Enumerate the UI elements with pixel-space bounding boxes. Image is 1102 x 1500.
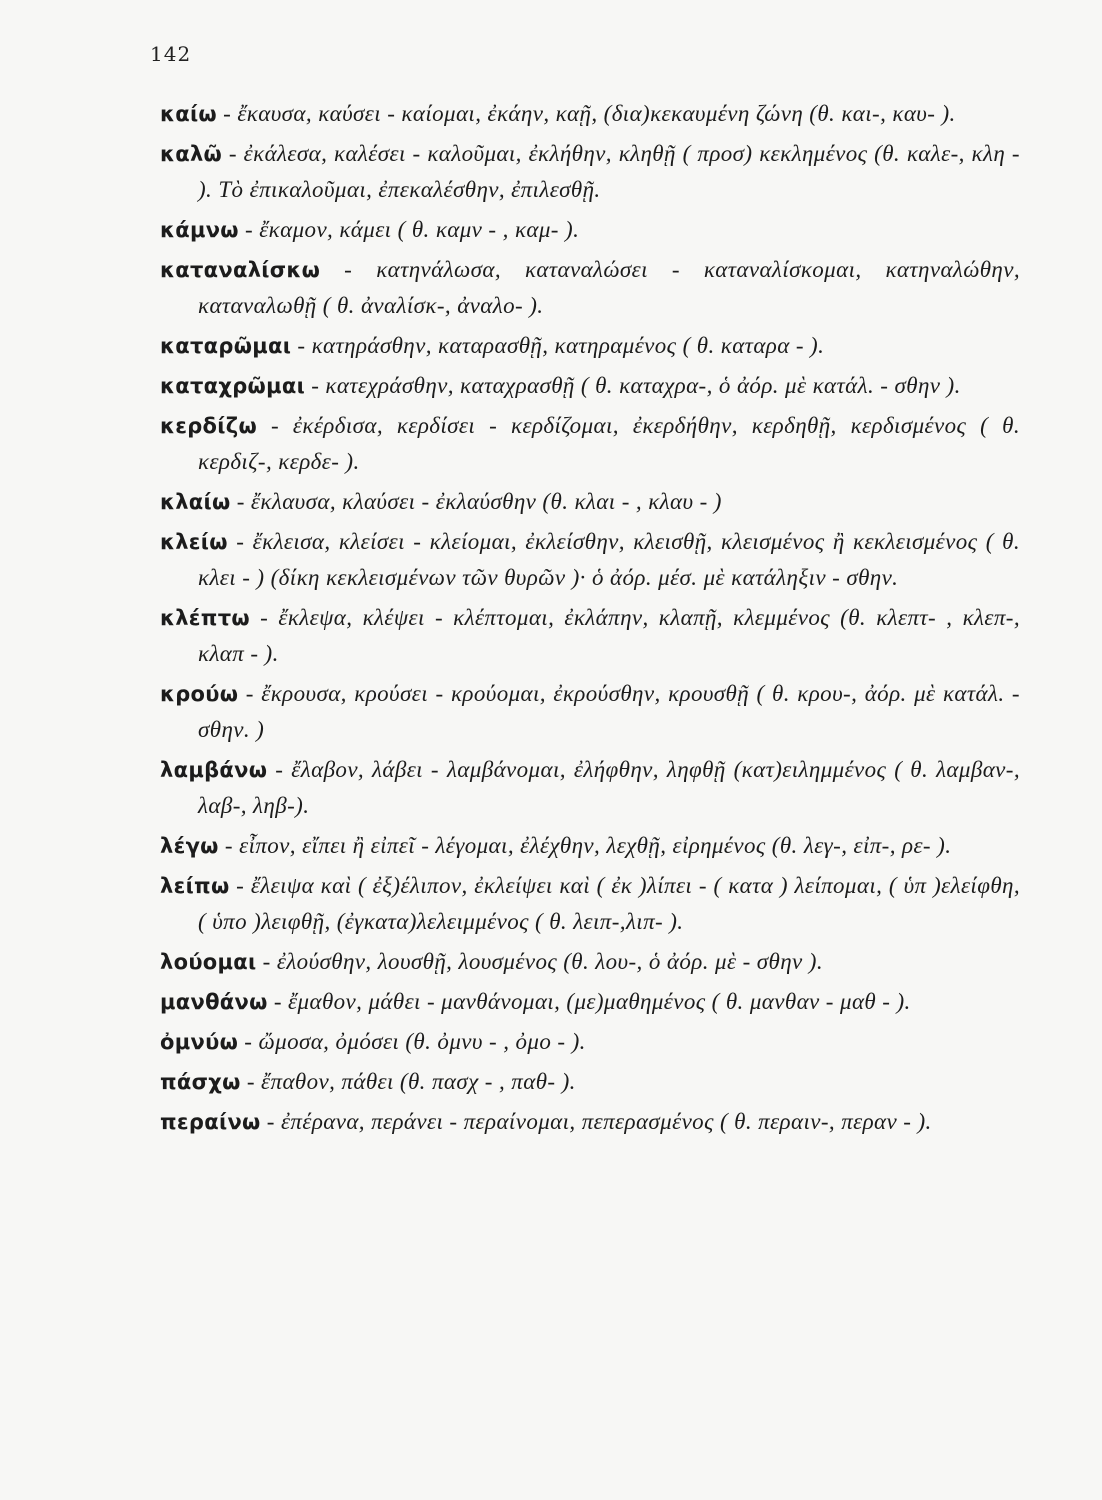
entry-headword: κλέπτω xyxy=(160,606,250,630)
entry-forms: - ἐκέρδισα, κερδίσει - κερδίζομαι, ἐκερδήθην, κερδηθῇ, κερδισμένος ( θ. κερδιζ-, κερδε- ). xyxy=(198,413,1020,474)
dictionary-entry xyxy=(160,944,1020,980)
dictionary-entry xyxy=(160,96,1020,132)
entry-headword: ὀμνύω xyxy=(160,1030,239,1054)
dictionary-entry xyxy=(160,524,1020,596)
page-number: 142 xyxy=(150,42,192,66)
entry-forms: - ἔκλεψα, κλέψει - κλέπτομαι, ἐκλάπην, κλαπῇ, κλεμμένος (θ. κλεπτ- , κλεπ-, κλαπ - ). xyxy=(198,605,1020,666)
dictionary-entry xyxy=(160,408,1020,480)
dictionary-entry xyxy=(160,676,1020,748)
dictionary-entry xyxy=(160,1104,1020,1140)
entry-forms: - ἔκλαυσα, κλαύσει - ἐκλαύσθην (θ. κλαι - , κλαυ - ) xyxy=(230,489,722,514)
entry-headword: πάσχω xyxy=(160,1070,241,1094)
entry-headword: καταρῶμαι xyxy=(160,334,292,358)
dictionary-entry xyxy=(160,600,1020,672)
dictionary-entry xyxy=(160,368,1020,404)
entry-headword: λαμβάνω xyxy=(160,758,268,782)
dictionary-entry xyxy=(160,828,1020,864)
dictionary-entry xyxy=(160,136,1020,208)
entry-forms: - κατηράσθην, καταρασθῇ, κατηραμένος ( θ. καταρα - ). xyxy=(291,333,825,358)
dictionary-entry xyxy=(160,752,1020,824)
entry-forms: - ἔκλεισα, κλείσει - κλείομαι, ἐκλείσθην, κλεισθῇ, κλεισμένος ἢ κεκλεισμένος ( θ. κλει - ) (δίκη κεκλεισμένων τῶν θυρῶν )· ὁ ἀόρ. μέσ. μὲ κατάληξιν - σθην. xyxy=(198,529,1020,590)
entry-headword: κάμνω xyxy=(160,218,239,242)
entry-headword: λέγω xyxy=(160,834,219,858)
entry-forms: - κατεχράσθην, καταχρασθῇ ( θ. καταχρα-, ὁ ἀόρ. μὲ κατάλ. - σθην ). xyxy=(305,373,961,398)
entry-forms: - εἶπον, εἴπει ἢ εἰπεῖ - λέγομαι, ἐλέχθην, λεχθῇ, εἰρημένος (θ. λεγ-, εἰπ-, ρε- ). xyxy=(218,833,952,858)
entry-headword: κλείω xyxy=(160,530,228,554)
entry-forms: - ἐλούσθην, λουσθῇ, λουσμένος (θ. λου-, ὁ ἀόρ. μὲ - σθην ). xyxy=(256,949,824,974)
entry-headword: κλαίω xyxy=(160,490,231,514)
entry-forms: - ἔκρουσα, κρούσει - κρούομαι, ἐκρούσθην, κρουσθῇ ( θ. κρου-, ἀόρ. μὲ κατάλ. - σθην. ) xyxy=(198,681,1020,742)
entry-forms: - ἔλειψα καὶ ( ἐξ)έλιπον, ἐκλείψει καὶ ( ἐκ )λίπει - ( κατα ) λείπομαι, ( ὑπ )ελείφθη, ( ὑπο )λειφθῇ, (ἐγκατα)λελειμμένος ( θ. λειπ-,λιπ- ). xyxy=(198,873,1020,934)
dictionary-entry xyxy=(160,328,1020,364)
entry-headword: λούομαι xyxy=(160,950,257,974)
entry-forms: - ὤμοσα, ὀμόσει (θ. ὀμνυ - , ὀμο - ). xyxy=(238,1029,586,1054)
entry-list xyxy=(160,96,1020,1144)
entry-headword: καταχρῶμαι xyxy=(160,374,306,398)
entry-forms: - ἔλαβον, λάβει - λαμβάνομαι, ἐλήφθην, ληφθῇ (κατ)ειλημμένος ( θ. λαμβαν-, λαβ-, ληβ-). xyxy=(198,757,1020,818)
entry-headword: περαίνω xyxy=(160,1110,261,1134)
dictionary-entry xyxy=(160,1024,1020,1060)
dictionary-entry xyxy=(160,984,1020,1020)
entry-forms: - ἔπαθον, πάθει (θ. πασχ - , παθ- ). xyxy=(240,1069,576,1094)
entry-headword: λείπω xyxy=(160,874,230,898)
dictionary-entry xyxy=(160,868,1020,940)
entry-headword: κρούω xyxy=(160,682,239,706)
entry-headword: μανθάνω xyxy=(160,990,268,1014)
entry-headword: κερδίζω xyxy=(160,414,258,438)
entry-forms: - ἔκαμον, κάμει ( θ. καμν - , καμ- ). xyxy=(238,217,580,242)
entry-forms: - ἔμαθον, μάθει - μανθάνομαι, (με)μαθημένος ( θ. μανθαν - μαθ - ). xyxy=(267,989,911,1014)
entry-forms: - ἐκάλεσα, καλέσει - καλοῦμαι, ἐκλήθην, κληθῇ ( προσ) κεκλημένος (θ. καλε-, κλη - ). Τὸ ἐπικαλοῦμαι, ἐπεκαλέσθην, ἐπιλεσθῇ. xyxy=(198,141,1020,202)
entry-headword: καταναλίσκω xyxy=(160,258,321,282)
entry-forms: - κατηνάλωσα, καταναλώσει - καταναλίσκομαι, κατηναλώθην, καταναλωθῇ ( θ. ἀναλίσκ-, ἀναλο- ). xyxy=(198,257,1020,318)
entry-forms: - ἔκαυσα, καύσει - καίομαι, ἐκάην, καῇ, (δια)κεκαυμένη ζώνη (θ. και-, καυ- ). xyxy=(216,101,956,126)
entry-headword: καίω xyxy=(160,102,217,126)
entry-headword: καλῶ xyxy=(160,142,223,166)
entry-forms: - ἐπέρανα, περάνει - περαίνομαι, πεπερασμένος ( θ. περαιν-, περαν - ). xyxy=(260,1109,932,1134)
dictionary-entry xyxy=(160,212,1020,248)
dictionary-entry xyxy=(160,252,1020,324)
dictionary-entry xyxy=(160,484,1020,520)
dictionary-entry xyxy=(160,1064,1020,1100)
